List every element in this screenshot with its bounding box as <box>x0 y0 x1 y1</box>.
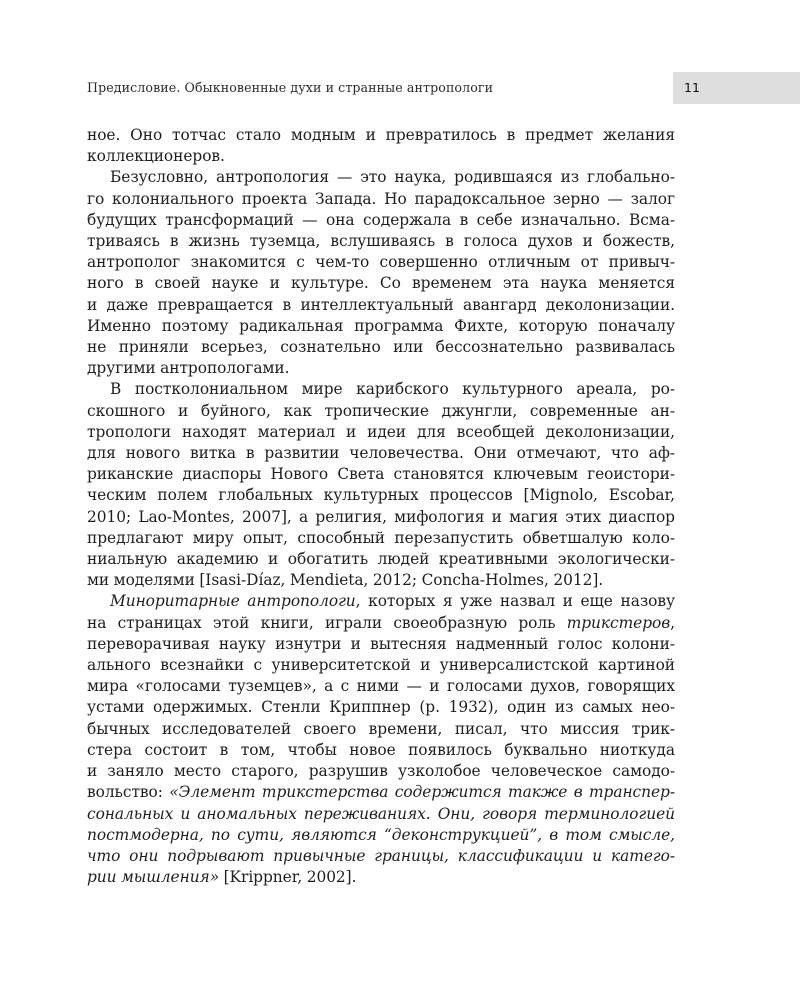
paragraph <box>87 591 675 888</box>
text-run: ческим полем глобальных культурных процессов [Mignolo, Escobar, <box>87 486 675 505</box>
text-run: устами одержимых. Стенли Криппнер (р. 1932), один из самых нео- <box>87 698 675 717</box>
italic-text: сональных и аномальных переживаниях. Они, говоря терминологией <box>87 804 675 823</box>
text-line <box>87 167 675 188</box>
text-line <box>87 867 675 888</box>
text-line <box>87 507 675 528</box>
italic-text: «Элемент трикстерства содержится также в транспер- <box>169 783 675 802</box>
text-run: и заняло место старого, разрушив узколобое человеческое самодо- <box>87 762 675 781</box>
text-line <box>87 210 675 231</box>
running-head-title: Предисловие. Обыкновенные духи и странные антропологи <box>87 80 494 95</box>
paragraph <box>87 125 675 167</box>
text-line <box>87 464 675 485</box>
text-run: Именно поэтому радикальная программа Фихте, которую поначалу <box>87 316 675 335</box>
italic-text: постмодерна, по сути, являются “деконструкцией”, в том смысле, <box>87 825 675 844</box>
text-run: вольство: <box>87 783 170 802</box>
text-run: триваясь в жизнь туземца, вслушиваясь в голоса духов и божеств, <box>87 232 675 251</box>
text-run: 2010; Lao-Montes, 2007], а религия, мифология и магия этих диаспор <box>87 507 675 526</box>
italic-text: рии мышления» <box>87 868 220 887</box>
text-run: мира «голосами туземцев», а с ними — и голосами духов, говорящих <box>87 677 675 696</box>
text-run: другими антропологами. <box>87 359 290 378</box>
text-line <box>87 740 675 761</box>
text-line <box>87 528 675 549</box>
text-line <box>87 189 675 210</box>
text-line <box>87 846 675 867</box>
text-line <box>87 549 675 570</box>
text-line <box>87 825 675 846</box>
italic-text: что они подрывают привычные границы, классификации и катего- <box>87 846 675 865</box>
text-run: стера состоит в том, чтобы новое появилось буквально ниоткуда <box>87 740 675 759</box>
text-line <box>87 655 675 676</box>
text-line <box>87 358 675 379</box>
text-run: ниальную академию и обогатить людей креативными экологически- <box>87 550 675 569</box>
text-line <box>87 379 675 400</box>
text-run: В постколониальном мире карибского культурного ареала, ро- <box>110 380 675 399</box>
body-text <box>87 125 675 888</box>
text-line <box>87 422 675 443</box>
text-run: Безусловно, антропология — это наука, родившаяся из глобально- <box>110 168 675 187</box>
text-line <box>87 634 675 655</box>
text-line <box>87 697 675 718</box>
text-run: го колониального проекта Запада. Но парадоксальное зерно — залог <box>87 189 675 208</box>
text-run: ального всезнайки с университетской и универсалистской картиной <box>87 656 675 675</box>
text-line <box>87 591 675 612</box>
text-line <box>87 613 675 634</box>
text-run: будущих трансформаций — она содержала в себе изначально. Всма- <box>87 210 675 229</box>
paragraph <box>87 167 675 379</box>
text-line <box>87 273 675 294</box>
text-run: антрополог знакомится с чем-то совершенно отличным от привыч- <box>87 253 675 272</box>
text-line <box>87 485 675 506</box>
text-run: не приняли всерьез, сознательно или бессознательно развивалась <box>87 338 675 357</box>
text-run: , <box>670 613 675 632</box>
text-run: ного в своей науке и культуре. Со временем эта наука меняется <box>87 274 675 293</box>
text-line <box>87 443 675 464</box>
text-line <box>87 676 675 697</box>
text-run: и даже превращается в интеллектуальный авангард деколонизации. <box>87 295 675 314</box>
text-line <box>87 231 675 252</box>
text-run: ное. Оно тотчас стало модным и превратилось в предмет желания <box>87 126 675 144</box>
text-line <box>87 570 675 591</box>
text-run: для нового витка в развитии человечества. Они отмечают, что аф- <box>87 444 675 463</box>
text-run: скошного и буйного, как тропические джунгли, современные ан- <box>87 401 675 420</box>
text-line <box>87 782 675 803</box>
paragraph <box>87 379 675 591</box>
text-line <box>87 295 675 316</box>
italic-text: Миноритарные антропологи <box>110 592 356 611</box>
text-line <box>87 719 675 740</box>
text-run: тропологи находят материал и идеи для всеобщей деколонизации, <box>87 422 675 441</box>
text-run: бычных исследователей своего времени, писал, что миссия трик- <box>87 719 675 738</box>
italic-text: трикстеров <box>566 613 671 632</box>
text-line <box>87 146 675 167</box>
text-run: коллекционеров. <box>87 147 225 166</box>
page-number-tab <box>673 72 800 104</box>
text-run: , которых я уже назвал и еще назову <box>355 592 675 611</box>
text-line <box>87 316 675 337</box>
text-line <box>87 252 675 273</box>
text-line <box>87 804 675 825</box>
text-line <box>87 125 675 146</box>
text-line <box>87 337 675 358</box>
text-line <box>87 761 675 782</box>
text-run: предлагают миру опыт, способный перезапустить обветшалую коло- <box>87 528 675 547</box>
text-run: ми моделями [Isasi-Díaz, Mendieta, 2012; Concha-Holmes, 2012]. <box>87 571 604 590</box>
text-run: риканские диаспоры Нового Света становятся ключевым геоистори- <box>87 465 675 484</box>
text-run: [Krippner, 2002]. <box>219 868 357 887</box>
page-number: 11 <box>684 80 700 95</box>
text-run: переворачивая науку изнутри и вытесняя надменный голос колони- <box>87 634 675 653</box>
text-line <box>87 401 675 422</box>
text-run: на страницах этой книги, играли своеобразную роль <box>87 613 567 632</box>
